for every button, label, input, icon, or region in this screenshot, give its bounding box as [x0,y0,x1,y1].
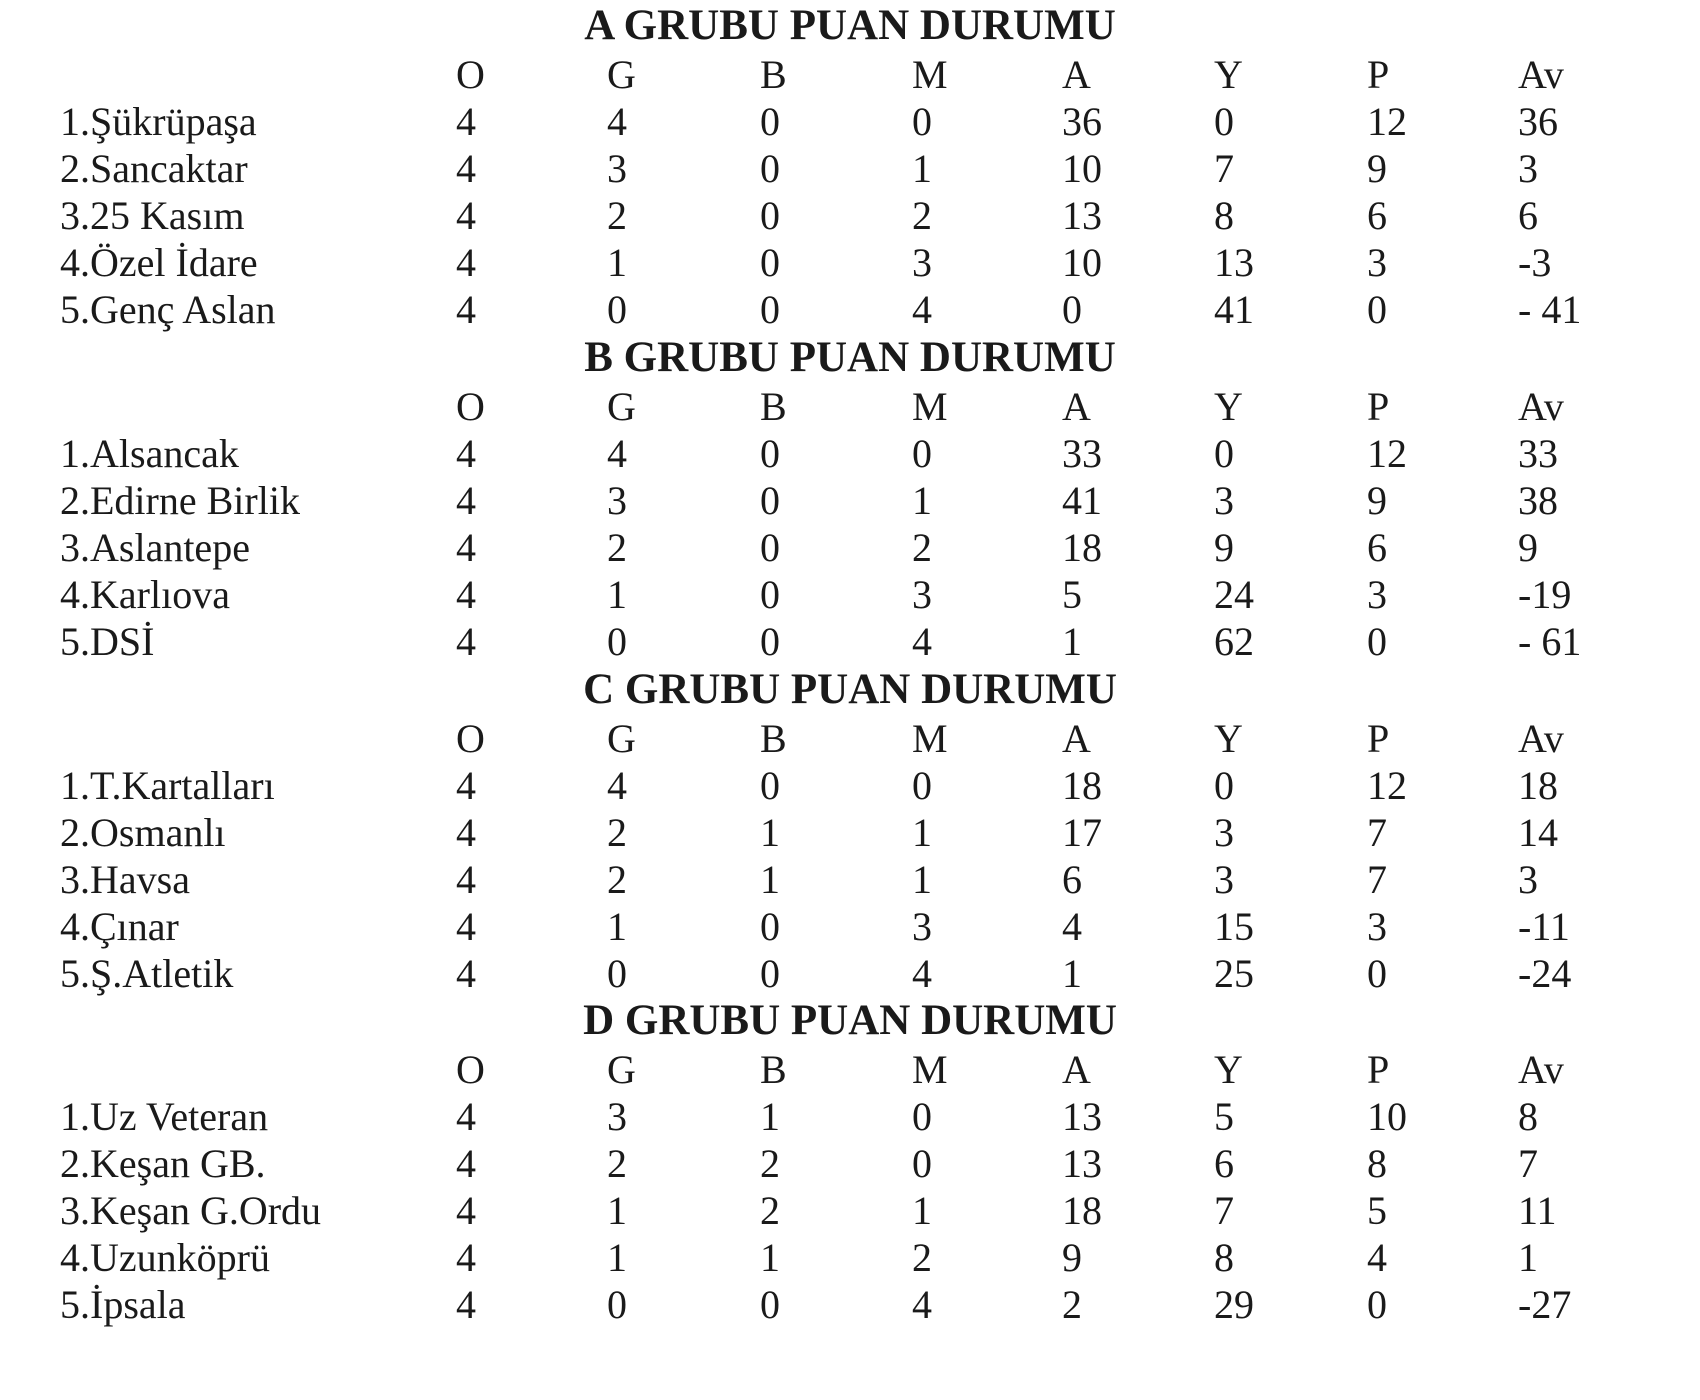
stat-o: 4 [456,240,476,285]
column-header-a: A [1062,716,1091,761]
stat-m: 1 [912,478,932,523]
stat-a: 9 [1062,1235,1082,1280]
stat-av: 8 [1518,1094,1538,1139]
table-row [0,950,1700,997]
stat-b: 0 [760,1282,780,1327]
stat-av: 11 [1518,1188,1557,1233]
stat-y: 0 [1214,431,1234,476]
table-row [0,430,1700,477]
column-header-av: Av [1518,384,1564,429]
table-row [0,903,1700,950]
standings-group [0,668,1700,997]
stat-b: 0 [760,99,780,144]
stat-m: 4 [912,619,932,664]
stat-y: 7 [1214,146,1234,191]
stat-y: 0 [1214,99,1234,144]
stat-y: 3 [1214,857,1234,902]
stat-y: 3 [1214,478,1234,523]
table-row [0,477,1700,524]
column-header-g: G [607,52,636,97]
stat-p: 3 [1367,240,1387,285]
stat-y: 13 [1214,240,1254,285]
stat-p: 0 [1367,951,1387,996]
column-header-av: Av [1518,1047,1564,1092]
stat-o: 4 [456,146,476,191]
stat-g: 1 [607,1235,627,1280]
stat-av: -27 [1518,1282,1572,1327]
stat-g: 3 [607,146,627,191]
stat-o: 4 [456,287,476,332]
stat-m: 0 [912,431,932,476]
table-row [0,145,1700,192]
table-row [0,192,1700,239]
stat-av: 38 [1518,478,1558,523]
stat-b: 1 [760,810,780,855]
stat-av: -24 [1518,951,1572,996]
stat-p: 7 [1367,857,1387,902]
stat-y: 3 [1214,810,1234,855]
stat-m: 3 [912,904,932,949]
team-name: 2.Osmanlı [60,810,226,855]
team-name: 4.Karlıova [60,572,230,617]
stat-m: 4 [912,951,932,996]
table-row [0,1281,1700,1328]
column-header-o: O [456,52,485,97]
team-name: 2.Sancaktar [60,146,248,191]
stat-p: 4 [1367,1235,1387,1280]
stat-g: 4 [607,431,627,476]
stat-a: 2 [1062,1282,1082,1327]
column-header-row [0,383,1700,430]
team-name: 3.25 Kasım [60,193,245,238]
group-title: C GRUBU PUAN DURUMU [583,666,1117,713]
stat-av: 14 [1518,810,1558,855]
stat-a: 10 [1062,146,1102,191]
stat-p: 10 [1367,1094,1407,1139]
column-header-p: P [1367,52,1390,97]
stat-av: 6 [1518,193,1538,238]
team-name: 4.Uzunköprü [60,1235,270,1280]
stat-p: 9 [1367,478,1387,523]
stat-o: 4 [456,572,476,617]
stat-b: 1 [760,1235,780,1280]
stat-a: 18 [1062,763,1102,808]
column-header-g: G [607,1047,636,1092]
stat-y: 41 [1214,287,1254,332]
table-row [0,762,1700,809]
standings-group [0,999,1700,1328]
team-name: 5.İpsala [60,1282,186,1327]
standings-group [0,336,1700,665]
team-name: 3.Keşan G.Ordu [60,1188,322,1233]
stat-y: 25 [1214,951,1254,996]
stat-o: 4 [456,810,476,855]
stat-b: 2 [760,1141,780,1186]
table-row [0,856,1700,903]
column-header-o: O [456,1047,485,1092]
column-header-row [0,1046,1700,1093]
stat-p: 0 [1367,1282,1387,1327]
stat-av: 3 [1518,146,1538,191]
stat-m: 4 [912,287,932,332]
column-header-g: G [607,716,636,761]
stat-a: 1 [1062,951,1082,996]
column-header-av: Av [1518,716,1564,761]
stat-m: 1 [912,810,932,855]
column-header-av: Av [1518,52,1564,97]
stat-a: 13 [1062,1141,1102,1186]
column-header-y: Y [1214,1047,1243,1092]
stat-g: 2 [607,857,627,902]
stat-a: 13 [1062,193,1102,238]
stat-b: 0 [760,763,780,808]
stat-g: 0 [607,951,627,996]
stat-g: 2 [607,525,627,570]
team-name: 3.Havsa [60,857,190,902]
stat-g: 0 [607,1282,627,1327]
stat-a: 33 [1062,431,1102,476]
column-header-a: A [1062,52,1091,97]
stat-o: 4 [456,1141,476,1186]
stat-g: 1 [607,904,627,949]
stat-a: 41 [1062,478,1102,523]
column-header-b: B [760,52,787,97]
stat-av: - 61 [1518,619,1582,664]
team-name: 1.Uz Veteran [60,1094,269,1139]
stat-m: 0 [912,1094,932,1139]
table-row [0,1234,1700,1281]
stat-o: 4 [456,431,476,476]
stat-o: 4 [456,1282,476,1327]
stat-y: 8 [1214,1235,1234,1280]
column-header-y: Y [1214,716,1243,761]
team-name: 4.Çınar [60,904,179,949]
stat-av: 3 [1518,857,1538,902]
table-row [0,286,1700,333]
column-header-m: M [912,384,948,429]
stat-av: -3 [1518,240,1552,285]
stat-av: - 41 [1518,287,1582,332]
stat-b: 0 [760,146,780,191]
stat-p: 9 [1367,146,1387,191]
stat-o: 4 [456,1188,476,1233]
table-row [0,1093,1700,1140]
stat-m: 0 [912,763,932,808]
stat-o: 4 [456,763,476,808]
column-header-p: P [1367,716,1390,761]
stat-a: 4 [1062,904,1082,949]
table-row [0,809,1700,856]
stat-m: 4 [912,1282,932,1327]
stat-m: 0 [912,99,932,144]
group-title: B GRUBU PUAN DURUMU [584,334,1116,381]
stat-a: 10 [1062,240,1102,285]
team-name: 2.Keşan GB. [60,1141,266,1186]
stat-o: 4 [456,478,476,523]
stat-o: 4 [456,951,476,996]
column-header-m: M [912,1047,948,1092]
stat-b: 2 [760,1188,780,1233]
stat-g: 2 [607,1141,627,1186]
stat-av: -11 [1518,904,1570,949]
stat-b: 0 [760,619,780,664]
stat-b: 0 [760,287,780,332]
stat-g: 4 [607,763,627,808]
stat-p: 12 [1367,431,1407,476]
stat-o: 4 [456,99,476,144]
stat-g: 2 [607,193,627,238]
stat-b: 1 [760,857,780,902]
team-name: 5.DSİ [60,619,155,664]
column-header-m: M [912,52,948,97]
stat-av: 1 [1518,1235,1538,1280]
stat-b: 0 [760,904,780,949]
stat-g: 1 [607,572,627,617]
stat-p: 12 [1367,763,1407,808]
team-name: 5.Genç Aslan [60,287,276,332]
team-name: 1.Şükrüpaşa [60,99,257,144]
table-row [0,1140,1700,1187]
group-title: D GRUBU PUAN DURUMU [583,997,1117,1044]
team-name: 2.Edirne Birlik [60,478,300,523]
stat-m: 3 [912,240,932,285]
stat-a: 36 [1062,99,1102,144]
stat-av: 7 [1518,1141,1538,1186]
stat-a: 13 [1062,1094,1102,1139]
column-header-p: P [1367,384,1390,429]
stat-m: 0 [912,1141,932,1186]
stat-a: 0 [1062,287,1082,332]
stat-o: 4 [456,1235,476,1280]
column-header-row [0,715,1700,762]
team-name: 1.T.Kartalları [60,763,275,808]
column-header-g: G [607,384,636,429]
stat-m: 2 [912,525,932,570]
stat-g: 0 [607,287,627,332]
column-header-y: Y [1214,52,1243,97]
group-title: A GRUBU PUAN DURUMU [584,2,1116,49]
stat-a: 6 [1062,857,1082,902]
stat-g: 4 [607,99,627,144]
stat-b: 0 [760,240,780,285]
column-header-row [0,51,1700,98]
stat-m: 1 [912,146,932,191]
stat-a: 1 [1062,619,1082,664]
table-row [0,524,1700,571]
team-name: 1.Alsancak [60,431,239,476]
table-row [0,618,1700,665]
table-row [0,571,1700,618]
table-row [0,1187,1700,1234]
stat-y: 7 [1214,1188,1234,1233]
column-header-a: A [1062,1047,1091,1092]
stat-b: 0 [760,431,780,476]
stat-p: 3 [1367,904,1387,949]
stat-y: 62 [1214,619,1254,664]
stat-b: 0 [760,193,780,238]
stat-o: 4 [456,619,476,664]
stat-b: 0 [760,951,780,996]
stat-p: 0 [1367,619,1387,664]
column-header-b: B [760,384,787,429]
stat-y: 5 [1214,1094,1234,1139]
stat-y: 6 [1214,1141,1234,1186]
stat-p: 3 [1367,572,1387,617]
column-header-y: Y [1214,384,1243,429]
stat-av: -19 [1518,572,1572,617]
stat-p: 7 [1367,810,1387,855]
stat-g: 0 [607,619,627,664]
team-name: 4.Özel İdare [60,240,258,285]
stat-y: 9 [1214,525,1234,570]
stat-b: 0 [760,478,780,523]
stat-b: 1 [760,1094,780,1139]
column-header-o: O [456,716,485,761]
table-row [0,239,1700,286]
stat-p: 5 [1367,1188,1387,1233]
stat-o: 4 [456,857,476,902]
stat-o: 4 [456,193,476,238]
stat-m: 2 [912,193,932,238]
stat-m: 1 [912,1188,932,1233]
team-name: 3.Aslantepe [60,525,250,570]
stat-a: 18 [1062,1188,1102,1233]
stat-b: 0 [760,525,780,570]
stat-g: 1 [607,1188,627,1233]
column-header-o: O [456,384,485,429]
stat-m: 2 [912,1235,932,1280]
stat-g: 3 [607,1094,627,1139]
stat-y: 8 [1214,193,1234,238]
team-name: 5.Ş.Atletik [60,951,234,996]
stat-g: 2 [607,810,627,855]
stat-p: 6 [1367,525,1387,570]
stat-b: 0 [760,572,780,617]
stat-a: 17 [1062,810,1102,855]
stat-o: 4 [456,1094,476,1139]
stat-m: 1 [912,857,932,902]
stat-p: 6 [1367,193,1387,238]
stat-p: 0 [1367,287,1387,332]
stat-av: 36 [1518,99,1558,144]
stat-a: 5 [1062,572,1082,617]
stat-p: 12 [1367,99,1407,144]
stat-g: 1 [607,240,627,285]
stat-p: 8 [1367,1141,1387,1186]
standings-group [0,4,1700,333]
stat-o: 4 [456,525,476,570]
stat-g: 3 [607,478,627,523]
table-row [0,98,1700,145]
stat-y: 29 [1214,1282,1254,1327]
stat-av: 18 [1518,763,1558,808]
column-header-p: P [1367,1047,1390,1092]
column-header-m: M [912,716,948,761]
column-header-b: B [760,1047,787,1092]
column-header-a: A [1062,384,1091,429]
column-header-b: B [760,716,787,761]
stat-av: 9 [1518,525,1538,570]
stat-m: 3 [912,572,932,617]
stat-y: 0 [1214,763,1234,808]
stat-a: 18 [1062,525,1102,570]
stat-y: 15 [1214,904,1254,949]
stat-y: 24 [1214,572,1254,617]
stat-o: 4 [456,904,476,949]
stat-av: 33 [1518,431,1558,476]
